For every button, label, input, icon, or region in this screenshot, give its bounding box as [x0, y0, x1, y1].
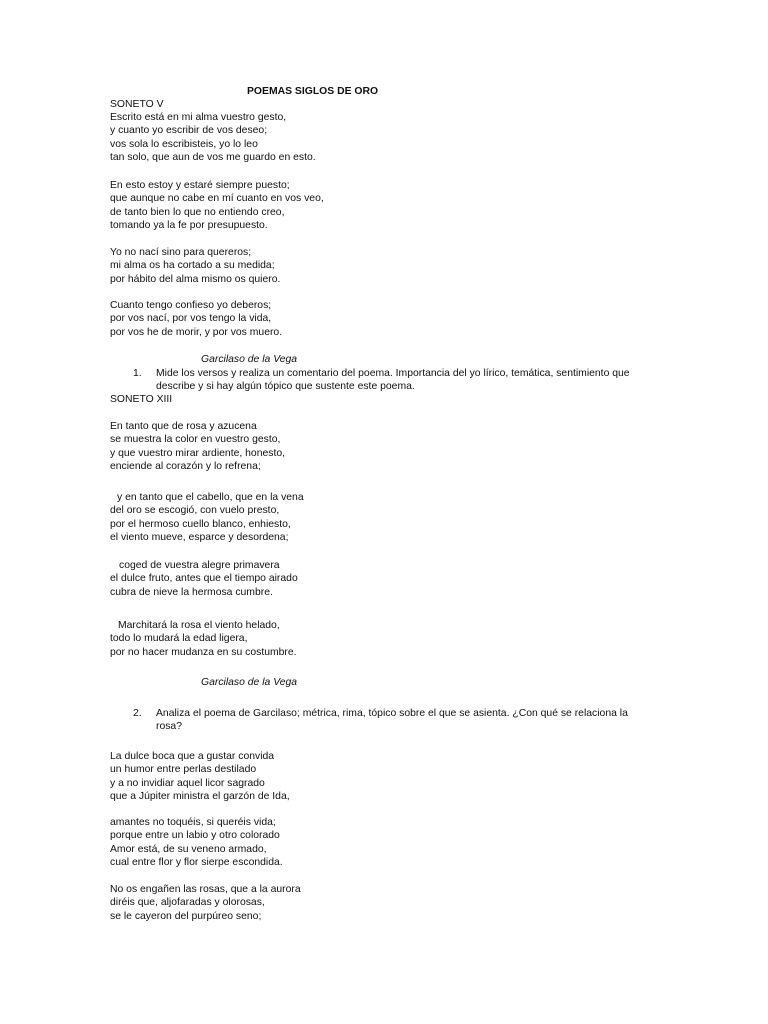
soneto-v-stanza-2 [110, 179, 670, 233]
verse-line: En esto estoy y estaré siempre puesto; [110, 180, 290, 191]
verse-line: que aunque no cabe en mí cuanto en vos veo, [110, 193, 324, 205]
verse-line: por hábito del alma mismo os quiero. [110, 273, 281, 285]
verse-line: Marchitará la rosa el viento helado, [118, 620, 280, 631]
soneto-xiii-heading: SONETO XIII [110, 394, 173, 405]
verse-line: cual entre flor y flor sierpe escondida. [110, 857, 283, 869]
verse-line: todo lo mudará la edad ligera, [110, 633, 248, 645]
verse-line: cubra de nieve la hermosa cumbre. [110, 586, 273, 598]
verse-line: y que vuestro mirar ardiente, honesto, [110, 447, 286, 459]
soneto-v-stanza-3 [110, 246, 670, 286]
verse-line: de tanto bien lo que no entiendo creo, [110, 206, 285, 218]
verse-line: mi alma os ha cortado a su medida; [110, 260, 275, 272]
verse-line: Cuanto tengo confieso yo deberos; [110, 300, 272, 311]
verse-line: y cuanto yo escribir de vos deseo; [110, 125, 268, 137]
soneto-xiii-stanza-4 [110, 619, 670, 659]
verse-line: En tanto que de rosa y azucena [110, 421, 257, 432]
verse-line: se le cayeron del purpúreo seno; [110, 910, 262, 922]
verse-line: vos sola lo escribisteis, yo lo leo [110, 138, 258, 150]
soneto-v-stanza-1 [110, 111, 670, 165]
verse-line: coged de vuestra alegre primavera [119, 560, 280, 571]
verse-line: y en tanto que el cabello, que en la vena [117, 492, 304, 503]
verse-line: amantes no toquéis, si queréis vida; [110, 817, 276, 828]
verse-line: que a Júpiter ministra el garzón de Ida, [110, 791, 290, 803]
question-line: Analiza el poema de Garcilaso; métrica, rima, tópico sobre el que se asienta. ¿Con qué se relaciona la [156, 708, 628, 719]
verse-line: se muestra la color en vuestro gesto, [110, 434, 281, 446]
soneto-xiii-stanza-3 [110, 559, 670, 599]
verse-line: el viento mueve, esparce y desordena; [110, 532, 289, 544]
page-title: POEMAS SIGLOS DE ORO [247, 86, 379, 97]
question-line: describe y si hay algún tópico que sustente este poema. [156, 381, 415, 393]
question-line: Mide los versos y realiza un comentario del poema. Importancia del yo lírico, temática, sentimiento que [156, 368, 630, 379]
poem-3-stanza-3 [110, 883, 670, 923]
soneto-xiii-stanza-1 [110, 420, 670, 474]
verse-line: un humor entre perlas destilado [110, 764, 257, 776]
verse-line: porque entre un labio y otro colorado [110, 830, 280, 842]
verse-line: por vos he de morir, y por vos muero. [110, 326, 283, 338]
question-line: rosa? [156, 721, 182, 733]
poem-3-stanza-2 [110, 816, 670, 870]
question-number: 2. [133, 708, 142, 719]
verse-line: No os engañen las rosas, que a la aurora [110, 884, 301, 895]
soneto-xiii-stanza-2 [110, 491, 670, 545]
verse-line: del oro se escogió, con vuelo presto, [110, 505, 280, 517]
soneto-v-stanza-4 [110, 299, 670, 339]
soneto-xiii-author: Garcilaso de la Vega [201, 677, 298, 688]
verse-line: el dulce fruto, antes que el tiempo airado [110, 573, 298, 585]
verse-line: tomando ya la fe por presupuesto. [110, 220, 268, 232]
verse-line: por el hermoso cuello blanco, enhiesto, [110, 518, 291, 530]
soneto-v-heading: SONETO V [110, 99, 164, 110]
verse-line: Yo no nací sino para quereros; [110, 247, 252, 258]
question-number: 1. [133, 368, 142, 379]
soneto-v-author: Garcilaso de la Vega [201, 354, 298, 365]
verse-line: por vos nací, por vos tengo la vida, [110, 313, 272, 325]
verse-line: La dulce boca que a gustar convida [110, 751, 275, 762]
verse-line: Escrito está en mi alma vuestro gesto, [110, 112, 287, 123]
poem-3-stanza-1 [110, 750, 670, 804]
verse-line: y a no invidiar aquel licor sagrado [110, 777, 265, 789]
verse-line: Amor está, de su veneno armado, [110, 843, 267, 855]
verse-line: por no hacer mudanza en su costumbre. [110, 646, 297, 658]
verse-line: enciende al corazón y lo refrena; [110, 461, 261, 473]
verse-line: diréis que, aljofaradas y olorosas, [110, 897, 265, 909]
verse-line: tan solo, que aun de vos me guardo en esto. [110, 152, 316, 164]
